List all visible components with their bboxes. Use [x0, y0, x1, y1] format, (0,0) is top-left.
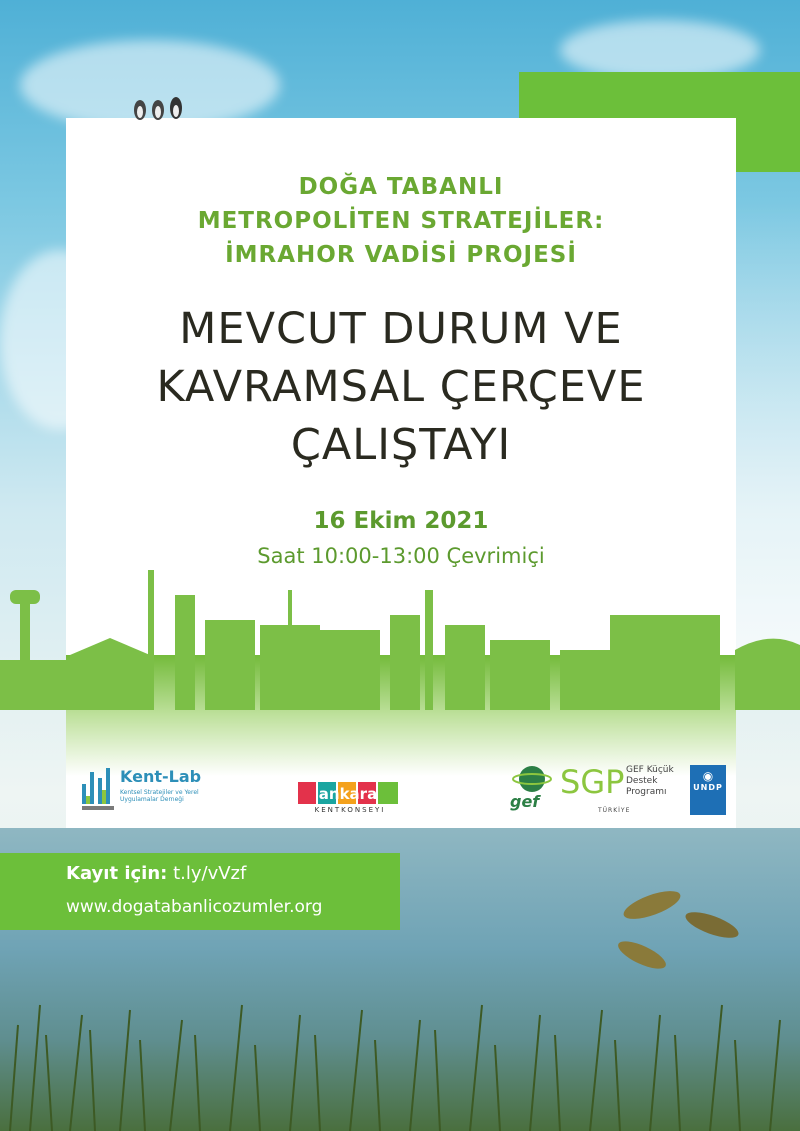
ankara-logo-subtitle: KENTKONSEYI — [314, 806, 386, 814]
cloud — [560, 20, 760, 80]
registration-line — [66, 863, 246, 884]
registration-label: Kayıt için: — [66, 863, 168, 884]
registration-link[interactable]: t.ly/vVzf — [173, 863, 247, 884]
undp-logo: ◉ UNDP — [690, 765, 726, 815]
kentlab-logo-subtitle: Kentsel Stratejiler ve Yerel Uygulamalar Derneği — [120, 789, 199, 803]
title-line-3: ÇALIŞTAYI — [290, 420, 512, 470]
gef-globe-icon — [512, 764, 552, 794]
grass-foreground — [0, 985, 800, 1131]
ankara-logo-mark — [298, 778, 400, 804]
birds-illustration — [128, 92, 190, 134]
website-link[interactable]: www.dogatabanlicozumler.org — [66, 897, 323, 917]
sgp-logo-text: SGP — [560, 763, 625, 801]
gef-logo-text: gef — [510, 792, 540, 811]
headline-line-3: İMRAHOR VADİSİ PROJESİ — [225, 242, 577, 268]
fish-illustration — [612, 880, 762, 980]
title-line-2: KAVRAMSAL ÇERÇEVE — [156, 362, 646, 412]
kentlab-logo-text: Kent-Lab — [120, 767, 202, 786]
headline-line-2: METROPOLİTEN STRATEJİLER: — [197, 208, 605, 234]
kentlab-logo-icon — [78, 766, 120, 814]
title-line-1: MEVCUT DURUM VE — [179, 304, 623, 354]
sgp-logo-subtitle: GEF Küçük Destek Programı — [626, 765, 674, 797]
ankara-logo-text: ankara — [318, 785, 378, 803]
event-date: 16 Ekim 2021 — [313, 508, 489, 534]
event-time: Saat 10:00-13:00 Çevrimiçi — [257, 544, 545, 568]
headline-line-1: DOĞA TABANLI — [298, 174, 504, 200]
un-emblem-icon: ◉ — [702, 769, 714, 783]
sgp-logo-country: TÜRKİYE — [598, 807, 631, 814]
ankara-skyline — [0, 560, 800, 710]
